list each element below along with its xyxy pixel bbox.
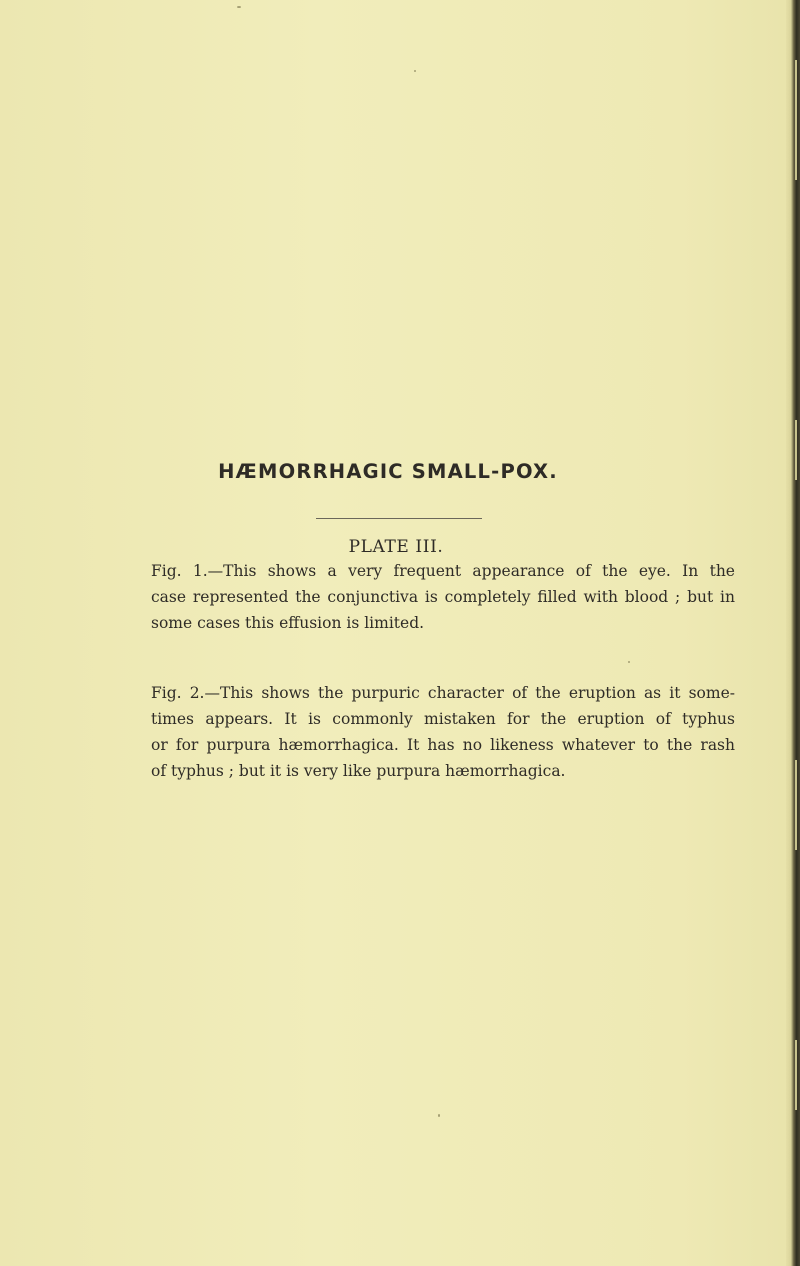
heading-divider bbox=[316, 518, 482, 519]
text-line: case represented the conjunctiva is completely filled with blood ; but in bbox=[151, 588, 735, 606]
paper-speck bbox=[628, 661, 630, 663]
text-line: or for purpura hæmorrhagica. It has no likeness whatever to the rash bbox=[151, 736, 735, 754]
text-line: times appears. It is commonly mistaken for the eruption of typhus bbox=[151, 710, 735, 728]
page-binding-edge bbox=[786, 0, 800, 1266]
paper-speck bbox=[414, 70, 416, 72]
text-line: some cases this effusion is limited. bbox=[151, 614, 425, 632]
plate-number: PLATE III. bbox=[348, 537, 444, 557]
figure-2-description bbox=[151, 680, 735, 784]
figure-1-description bbox=[151, 558, 735, 636]
text-line: Fig. 2.—This shows the purpuric character of the eruption as it some- bbox=[151, 684, 735, 702]
paper-speck bbox=[438, 1114, 440, 1117]
text-line: Fig. 1.—This shows a very frequent appearance of the eye. In the bbox=[151, 562, 735, 580]
page-heading: HÆMORRHAGIC SMALL-POX. bbox=[218, 460, 558, 483]
paper-speck bbox=[237, 6, 241, 8]
text-line: of typhus ; but it is very like purpura hæmorrhagica. bbox=[151, 762, 566, 780]
